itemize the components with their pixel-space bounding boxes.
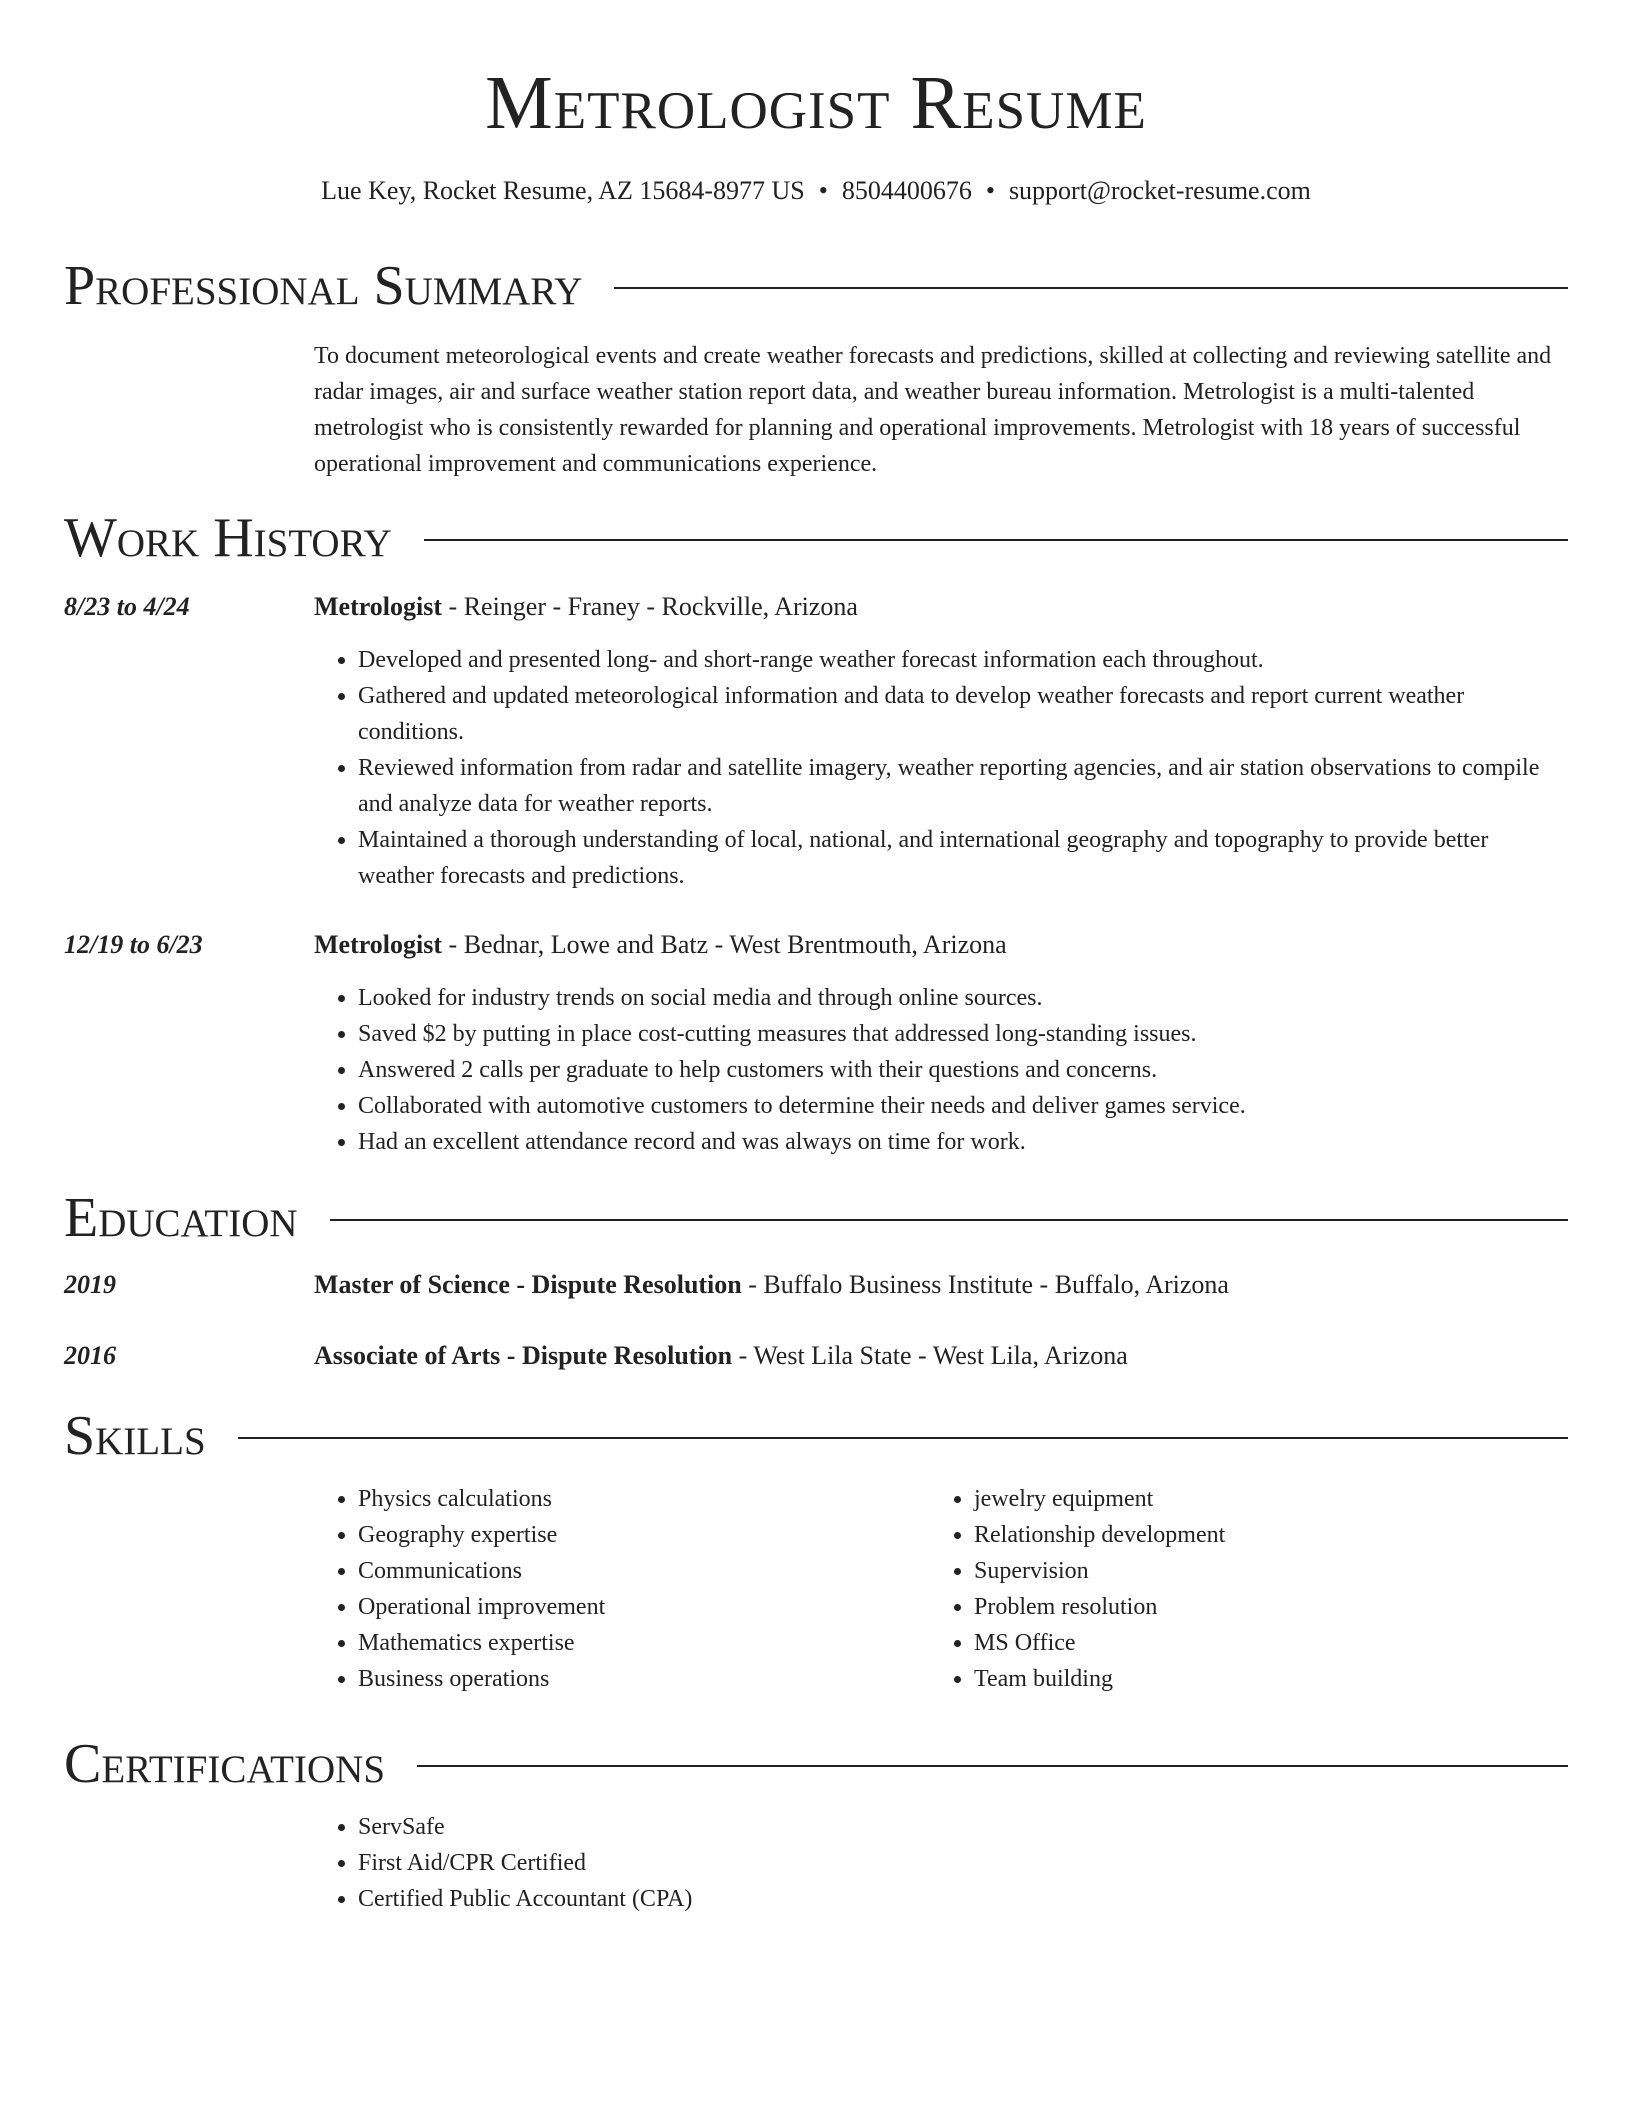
education-year: 2016 bbox=[64, 1341, 116, 1370]
contact-separator: • bbox=[985, 176, 995, 205]
job-bullet: • Looked for industry trends on social media and through online sources. bbox=[358, 980, 1568, 1016]
summary-text: To document meteorological events and create weather forecasts and predictions, skilled at collecting and reviewing satellite and radar images, air and surface weather station report data, and weather bureau information. Metrologist is a multi-talented metrologist who is consistently rewarded for planning and operational improvements. Metrologist with 18 years of successful operational improvement and communications experience. bbox=[314, 343, 1552, 477]
section-divider bbox=[424, 539, 1568, 541]
certification-item: • First Aid/CPR Certified bbox=[358, 1845, 1568, 1881]
skill-item: • Mathematics expertise bbox=[358, 1625, 914, 1661]
job-bullet: • Had an excellent attendance record and was always on time for work. bbox=[358, 1124, 1568, 1160]
education-degree: Master of Science - Dispute Resolution bbox=[314, 1270, 742, 1299]
skill-item: • MS Office bbox=[974, 1625, 1530, 1661]
resume-title: Metrologist Resume bbox=[485, 61, 1147, 145]
section-work-history bbox=[64, 506, 1568, 570]
job-bullet: • Saved $2 by putting in place cost-cutting measures that addressed long-standing issues. bbox=[358, 1016, 1568, 1052]
section-heading: Education bbox=[64, 1187, 298, 1249]
section-professional-summary bbox=[64, 254, 1568, 318]
contact-phone: 8504400676 bbox=[841, 176, 972, 205]
skill-item: • Geography expertise bbox=[358, 1517, 914, 1553]
job-details: - Reinger - Franey - Rockville, Arizona bbox=[442, 592, 858, 621]
section-skills bbox=[64, 1404, 1568, 1468]
job-bullets bbox=[314, 642, 1568, 894]
contact-address: Lue Key, Rocket Resume, AZ 15684-8977 US bbox=[321, 176, 805, 205]
section-divider bbox=[238, 1437, 1568, 1439]
section-education bbox=[64, 1186, 1568, 1250]
job-bullet: • Gathered and updated meteorological information and data to develop weather forecasts and report current weather conditions. bbox=[358, 678, 1568, 750]
job-title-line bbox=[314, 928, 1568, 962]
certification-item: • Certified Public Accountant (CPA) bbox=[358, 1881, 1568, 1917]
job-bullet: • Reviewed information from radar and satellite imagery, weather reporting agencies, and air station observations to compile and analyze data for weather reports. bbox=[358, 750, 1568, 822]
certification-item: • ServSafe bbox=[358, 1809, 1568, 1845]
contact-separator: • bbox=[818, 176, 828, 205]
skill-item: • Business operations bbox=[358, 1661, 914, 1697]
contact-email: support@rocket-resume.com bbox=[1008, 176, 1311, 205]
skills-list-left bbox=[314, 1481, 914, 1697]
education-year: 2019 bbox=[64, 1270, 116, 1299]
education-details: - West Lila State - West Lila, Arizona bbox=[732, 1341, 1128, 1370]
skill-item: • Problem resolution bbox=[974, 1589, 1530, 1625]
job-bullet: • Collaborated with automotive customers to determine their needs and deliver games service. bbox=[358, 1088, 1568, 1124]
job-title: Metrologist bbox=[314, 592, 443, 621]
job-bullets bbox=[314, 980, 1568, 1160]
skills-list-right bbox=[930, 1481, 1530, 1697]
section-heading: Work History bbox=[64, 507, 392, 569]
education-degree: Associate of Arts - Dispute Resolution bbox=[314, 1341, 733, 1370]
certifications-list bbox=[314, 1809, 1568, 1917]
section-heading: Skills bbox=[64, 1405, 206, 1467]
section-heading: Certifications bbox=[64, 1733, 386, 1795]
skill-item: • Relationship development bbox=[974, 1517, 1530, 1553]
education-entry bbox=[314, 1268, 1568, 1302]
job-bullet: • Answered 2 calls per graduate to help customers with their questions and concerns. bbox=[358, 1052, 1568, 1088]
section-heading: Professional Summary bbox=[64, 255, 583, 317]
skill-item: • Team building bbox=[974, 1661, 1530, 1697]
job-title: Metrologist bbox=[314, 930, 443, 959]
section-certifications bbox=[64, 1732, 1568, 1796]
contact-line bbox=[0, 174, 1632, 208]
skill-item: • Operational improvement bbox=[358, 1589, 914, 1625]
education-details: - Buffalo Business Institute - Buffalo, Arizona bbox=[741, 1270, 1229, 1299]
skill-item: • Supervision bbox=[974, 1553, 1530, 1589]
job-bullet: • Developed and presented long- and short-range weather forecast information each throughout. bbox=[358, 642, 1568, 678]
education-entry bbox=[314, 1339, 1568, 1373]
skill-item: • jewelry equipment bbox=[974, 1481, 1530, 1517]
skill-item: • Communications bbox=[358, 1553, 914, 1589]
section-divider bbox=[417, 1765, 1568, 1767]
job-date: 8/23 to 4/24 bbox=[64, 592, 190, 621]
job-date: 12/19 to 6/23 bbox=[64, 930, 203, 959]
job-title-line bbox=[314, 590, 1568, 624]
skill-item: • Physics calculations bbox=[358, 1481, 914, 1517]
section-divider bbox=[614, 287, 1568, 289]
job-details: - Bednar, Lowe and Batz - West Brentmouth, Arizona bbox=[442, 930, 1007, 959]
section-divider bbox=[330, 1219, 1568, 1221]
job-bullet: • Maintained a thorough understanding of local, national, and international geography and topography to provide better weather forecasts and predictions. bbox=[358, 822, 1568, 894]
